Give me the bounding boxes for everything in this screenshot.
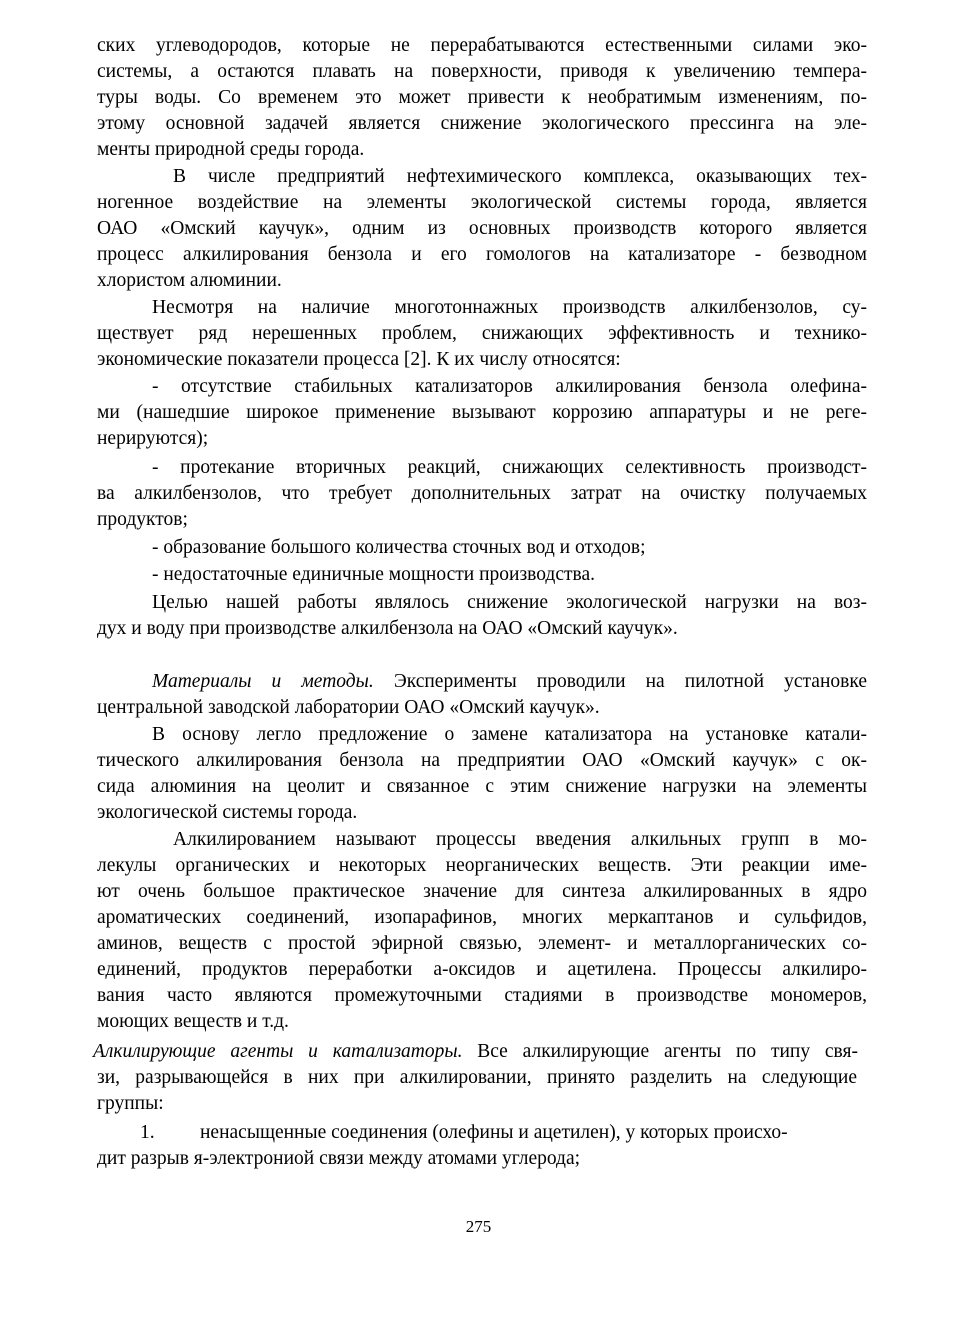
b2-line-2: ва алкилбензолов, что требует дополнительных затрат на очистку получаемых (97, 483, 867, 504)
p7-line-8: моющих веществ и т.д. (97, 1011, 289, 1032)
p7-line-3: ют очень большое практическое значение для синтеза алкилированных в ядро (97, 881, 867, 902)
p7-line-7: вания часто являются промежуточными стадиями в производстве мономеров, (97, 985, 867, 1006)
list-item-1-text: ненасыщенные соединения (олефины и ацетилен), у которых происхо- (200, 1122, 788, 1143)
p2-line-3: ОАО «Омский каучук», одним из основных производств которого является (97, 218, 867, 239)
p6-line-4: экологической системы города. (97, 802, 358, 823)
p8-line-1 (93, 1039, 858, 1065)
p7-line-4: ароматических соединений, изопарафинов, многих меркаптанов и сульфидов, (97, 907, 867, 928)
p7-line-5: аминов, веществ с простой эфирной связью, элемент- и металлорганических со- (97, 933, 867, 954)
alkylating-agents-heading: Алкилирующие агенты и катализаторы. (93, 1041, 463, 1062)
p8-line-3: группы: (97, 1093, 164, 1114)
b1-line-3: нерируются); (97, 428, 209, 449)
p2-line-1: В числе предприятий нефтехимического комплекса, оказывающих тех- (173, 166, 867, 187)
p5-line-1 (152, 669, 867, 695)
p6-line-2: тического алкилирования бензола на предприятии ОАО «Омский каучук» с ок- (97, 750, 867, 771)
list-item-1-line-2: дит разрыв я-электрониой связи между атомами углерода; (97, 1148, 581, 1169)
p5-line-1-rest: Эксперименты проводили на пилотной установке (373, 671, 867, 692)
p6-line-1: В основу легло предложение о замене катализатора на установке катали- (152, 724, 867, 745)
p1-line-5: менты природной среды города. (97, 139, 365, 160)
b3-line: - образование большого количества сточных вод и отходов; (152, 537, 646, 558)
p3-line-3: экономические показатели процесса [2]. К их числу относятся: (97, 349, 621, 370)
p1-line-1: ских углеводородов, которые не перерабатываются естественными силами эко- (97, 35, 867, 56)
p4-line-2: дух и воду при производстве алкилбензола на ОАО «Омский каучук». (97, 618, 678, 639)
p8-line-1-rest: Все алкилирующие агенты по типу свя- (462, 1041, 858, 1062)
p1-line-4: этому основной задачей является снижение экологического прессинга на эле- (97, 113, 867, 134)
b1-line-2: ми (нашедшие широкое применение вызывают коррозию аппаратуры и не реге- (97, 402, 867, 423)
p8-line-2: зи, разрывающейся в них при алкилировании, принято разделить на следующие (97, 1067, 857, 1088)
materials-methods-heading: Материалы и методы. (152, 671, 374, 692)
p3-line-1: Несмотря на наличие многотоннажных производств алкилбензолов, су- (152, 297, 867, 318)
p7-line-1: Алкилированием называют процессы введения алкильных групп в мо- (173, 829, 867, 850)
p6-line-3: сида алюминия на цеолит и связанное с этим снижение нагрузки на элементы (97, 776, 867, 797)
b1-line-1: - отсутствие стабильных катализаторов алкилирования бензола олефина- (152, 376, 867, 397)
p7-line-6: единений, продуктов переработки а-оксидов и ацетилена. Процессы алкилиро- (97, 959, 867, 980)
p1-line-2: системы, а остаются плавать на поверхности, приводя к увеличению темпера- (97, 61, 867, 82)
p3-line-2: ществует ряд нерешенных проблем, снижающих эффективность и технико- (97, 323, 867, 344)
p5-line-2: центральной заводской лаборатории ОАО «Омский каучук». (97, 697, 600, 718)
page-number: 275 (465, 1217, 492, 1236)
p1-line-3: туры воды. Со временем это может привести к необратимым изменениям, по- (97, 87, 867, 108)
p4-line-1: Целью нашей работы являлось снижение экологической нагрузки на воз- (152, 592, 867, 613)
p2-line-4: процесс алкилирования бензола и его гомологов на катализаторе - безводном (97, 244, 867, 265)
p2-line-2: ногенное воздействие на элементы экологической системы города, является (97, 192, 867, 213)
b2-line-3: продуктов; (97, 509, 188, 530)
list-item-1-number: 1. (140, 1122, 155, 1143)
b2-line-1: - протекание вторичных реакций, снижающих селективность производст- (152, 457, 867, 478)
list-item-1-line-1 (140, 1120, 908, 1146)
p2-line-5: хлористом алюминии. (97, 270, 282, 291)
b4-line: - недостаточные единичные мощности производства. (152, 564, 595, 585)
p7-line-2: лекулы органических и некоторых неорганических веществ. Эти реакции име- (97, 855, 867, 876)
